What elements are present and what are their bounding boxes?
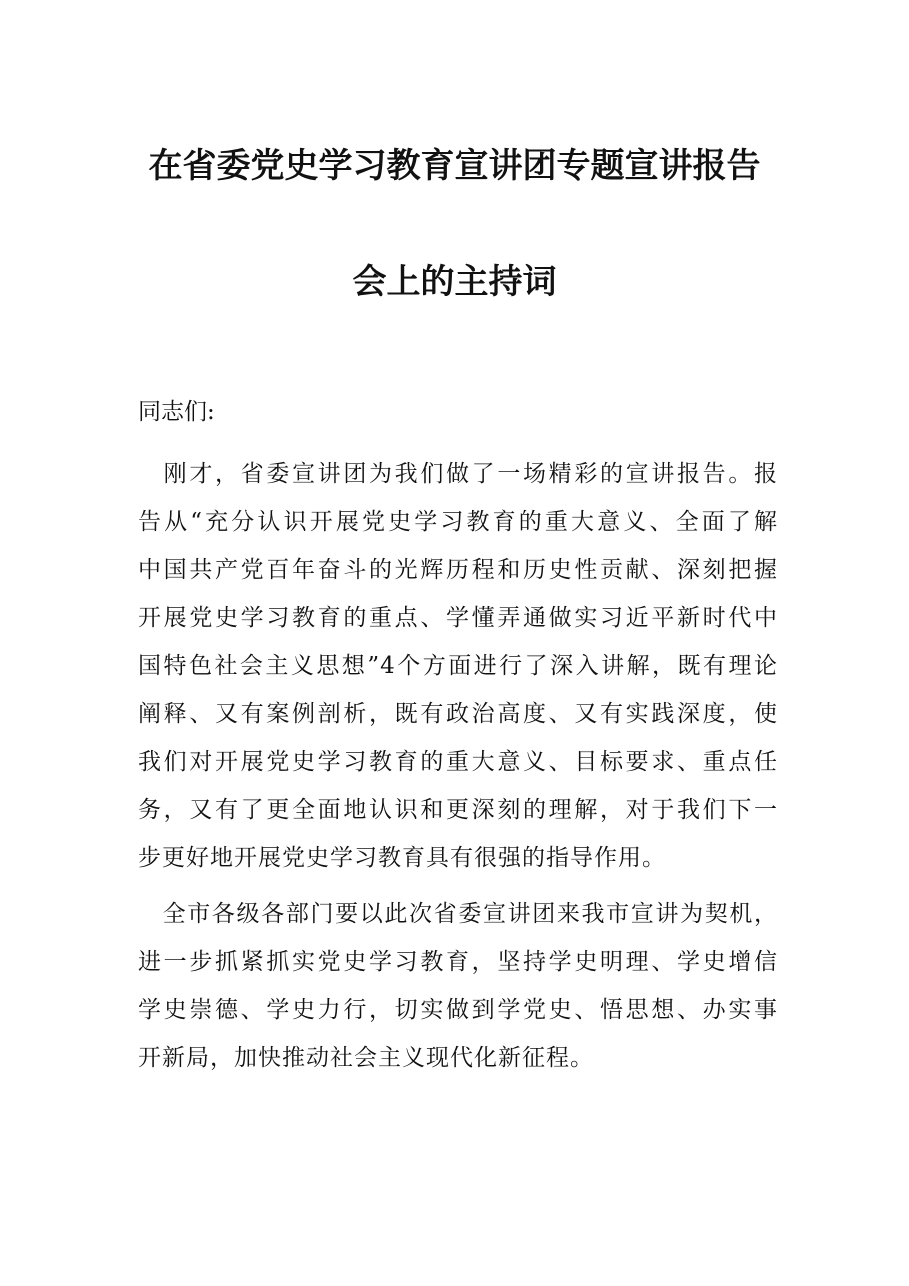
- paragraph-line: 务，又有了更全面地认识和更深刻的理解，对于我们下一: [138, 797, 778, 823]
- document-title-line-2: 会上的主持词: [352, 262, 557, 302]
- paragraph-line: 开新局，加快推动社会主义现代化新征程。: [138, 1045, 594, 1071]
- salutation: 同志们:: [138, 399, 215, 425]
- document-title-line-1: 在省委党史学习教育宣讲团专题宣讲报告: [148, 146, 761, 186]
- paragraph-line: 国特色社会主义思想”4个方面进行了深入讲解，既有理论: [138, 653, 778, 679]
- paragraph-1: [138, 450, 778, 882]
- paragraph-line: 告从“充分认识开展党史学习教育的重大意义、全面了解: [138, 509, 778, 535]
- paragraph-line: 学史崇德、学史力行，切实做到学党史、悟思想、办实事: [138, 997, 778, 1023]
- paragraph-line: 刚才，省委宣讲团为我们做了一场精彩的宣讲报告。报: [138, 461, 778, 487]
- paragraph-line: 进一步抓紧抓实党史学习教育，坚持学史明理、学史增信: [138, 949, 778, 975]
- paragraph-2: [138, 890, 778, 1082]
- paragraph-line: 中国共产党百年奋斗的光辉历程和历史性贡献、深刻把握: [138, 557, 778, 583]
- paragraph-line: 阐释、又有案例剖析，既有政治高度、又有实践深度，使: [138, 701, 778, 727]
- paragraph-line: 全市各级各部门要以此次省委宣讲团来我市宣讲为契机，: [138, 901, 778, 927]
- paragraph-line: 我们对开展党史学习教育的重大意义、目标要求、重点任: [138, 749, 778, 775]
- paragraph-line: 开展党史学习教育的重点、学懂弄通做实习近平新时代中: [138, 605, 778, 631]
- paragraph-line: 步更好地开展党史学习教育具有很强的指导作用。: [138, 845, 666, 871]
